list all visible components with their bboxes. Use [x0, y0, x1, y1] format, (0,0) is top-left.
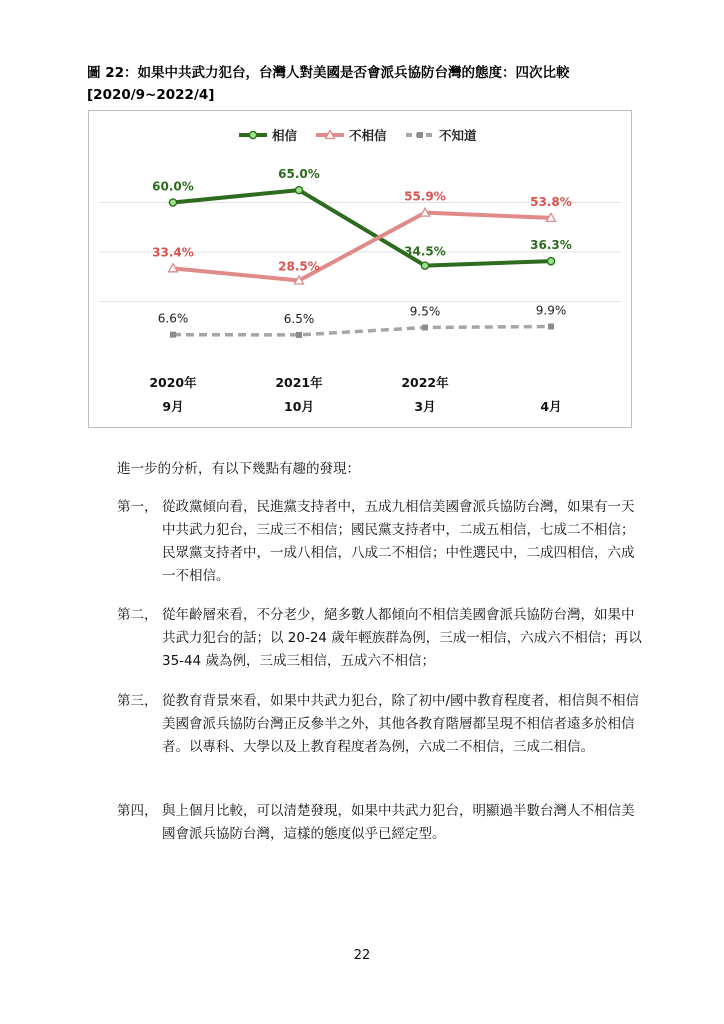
x-tick-label-month: 4月 — [540, 399, 562, 414]
legend-marker — [249, 131, 256, 138]
line-chart — [89, 111, 631, 427]
data-label: 9.5% — [409, 304, 441, 319]
point-label: 第一， — [117, 499, 158, 515]
figure-title — [87, 62, 647, 106]
x-tick-label-month: 9月 — [162, 399, 184, 414]
analysis-point-4 — [117, 800, 642, 846]
series-line — [173, 326, 551, 334]
x-tick-label-month: 3月 — [414, 399, 436, 414]
data-label: 33.4% — [152, 245, 194, 260]
data-label: 55.9% — [404, 189, 446, 204]
analysis-point-3 — [117, 690, 642, 759]
analysis-point-2 — [117, 604, 642, 673]
data-point — [547, 258, 554, 265]
point-label: 第四， — [117, 803, 158, 819]
data-point — [422, 324, 428, 330]
point-text: 從教育背景來看，如果中共武力犯台，除了初中/國中教育程度者，相信與不相信美國會派兵協防台灣正反參半之外，其他各教育階層都呈現不相信者遠多於相信者。以專科、大學以及上教育程度者為例，六成二不相信，三成二相信。 — [162, 693, 640, 755]
x-tick-label-month: 10月 — [284, 399, 314, 414]
legend-label: 相信 — [272, 128, 298, 143]
data-point — [295, 187, 302, 194]
data-point — [170, 332, 176, 338]
page-number: 22 — [353, 948, 371, 963]
data-point — [421, 262, 428, 269]
data-label: 6.6% — [157, 311, 189, 326]
figure-title-line1: 圖 22：如果中共武力犯台，台灣人對美國是否會派兵協防台灣的態度：四次比較 — [87, 65, 570, 81]
data-label: 53.8% — [530, 194, 572, 209]
data-label: 36.3% — [530, 238, 572, 253]
chart-frame — [88, 110, 632, 428]
data-point — [548, 323, 554, 329]
data-label: 34.5% — [404, 244, 446, 259]
data-label: 60.0% — [152, 179, 194, 194]
analysis-intro: 進一步的分析，有以下幾點有趣的發現： — [117, 461, 360, 477]
legend-label: 不知道 — [439, 128, 477, 143]
data-label: 28.5% — [278, 259, 320, 274]
data-label: 65.0% — [278, 167, 320, 182]
point-text: 從政黨傾向看，民進黨支持者中，五成九相信美國會派兵協防台灣，如果有一天中共武力犯台，三成三不相信；國民黨支持者中，二成五相信，七成二不相信；民眾黨支持者中，一成八相信，八成二不相信；中性選民中，二成四相信，六成一不相信。 — [162, 499, 635, 584]
data-label: 9.9% — [535, 303, 567, 318]
point-text: 從年齡層來看，不分老少，絕多數人都傾向不相信美國會派兵協防台灣，如果中共武力犯台的話；以 20-24 歲年輕族群為例，三成一相信，六成六不相信；再以 35-44 歲為例，三成三相信，五成六不相信； — [162, 607, 642, 669]
data-point — [169, 199, 176, 206]
x-tick-label-year: 2021年 — [275, 375, 323, 390]
point-label: 第三， — [117, 693, 158, 709]
data-point — [296, 332, 302, 338]
point-label: 第二， — [117, 607, 158, 623]
analysis-point-1 — [117, 496, 642, 588]
legend-marker — [417, 132, 423, 138]
figure-title-line2: [2020/9~2022/4] — [87, 87, 215, 103]
series-line — [173, 190, 551, 265]
data-label: 6.5% — [283, 311, 315, 326]
legend-label: 不相信 — [349, 128, 387, 143]
x-tick-label-year: 2020年 — [149, 375, 197, 390]
series-line — [173, 213, 551, 281]
point-text: 與上個月比較，可以清楚發現，如果中共武力犯台，明顯過半數台灣人不相信美國會派兵協防台灣，這樣的態度似乎已經定型。 — [162, 803, 635, 842]
x-tick-label-year: 2022年 — [401, 375, 449, 390]
